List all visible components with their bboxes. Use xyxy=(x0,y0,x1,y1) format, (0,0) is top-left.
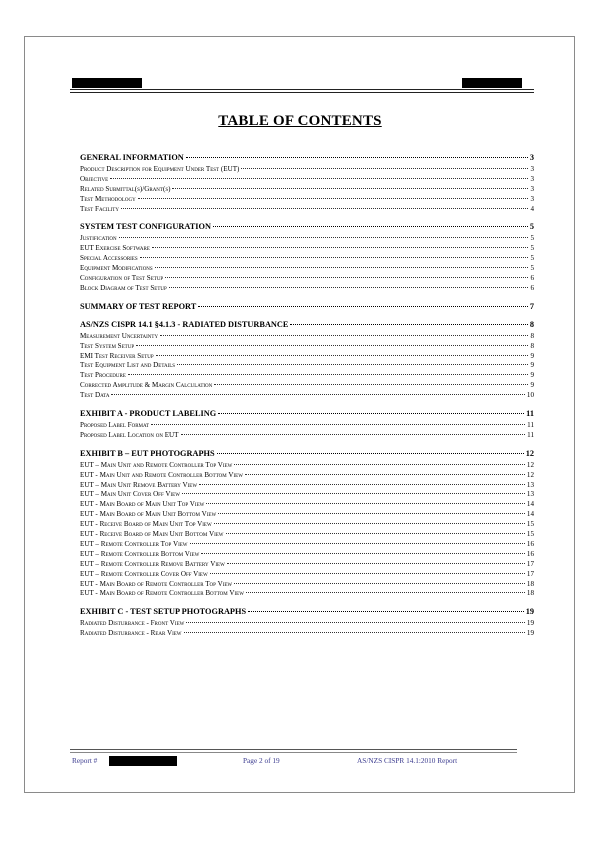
toc-entry-page: 13 xyxy=(526,480,534,489)
toc-section-heading-page: 5 xyxy=(529,222,534,232)
toc-section-heading-label: AS/NZS CISPR 14.1 §4.1.3 - RADIATED DISTURBANCE xyxy=(80,319,289,329)
toc-entry-page: 19 xyxy=(526,629,534,638)
dot-leader xyxy=(290,324,527,325)
toc-entry-page: 13 xyxy=(526,490,534,499)
toc-section xyxy=(80,221,534,293)
toc-entry-label: Special Accessories xyxy=(80,254,138,263)
toc-entry[interactable] xyxy=(80,560,534,570)
toc-entry[interactable] xyxy=(80,371,534,381)
toc-entry[interactable] xyxy=(80,342,534,352)
dot-leader xyxy=(110,178,528,179)
footer-standard: AS/NZS CISPR 14.1:2010 Report xyxy=(357,756,458,765)
toc-entry-label: EUT - Main Board of Main Unit Bottom View xyxy=(80,510,217,519)
toc-section-heading-label: SUMMARY OF TEST REPORT xyxy=(80,301,197,311)
toc-entry-page: 9 xyxy=(530,351,534,360)
dot-leader xyxy=(226,533,525,534)
toc-entry[interactable] xyxy=(80,254,534,264)
dot-leader xyxy=(172,188,528,189)
toc-entry-page: 11 xyxy=(527,430,534,439)
toc-entry-label: Test Procedure xyxy=(80,371,126,380)
toc-entry-label: Block Diagram of Test Setup xyxy=(80,283,167,292)
toc-entry-label: EUT – Remote Controller Cover Off View xyxy=(80,569,208,578)
toc-section xyxy=(80,319,534,401)
dot-leader xyxy=(246,592,525,593)
toc-entry[interactable] xyxy=(80,540,534,550)
dot-leader xyxy=(156,355,529,356)
toc-entry-page: 4 xyxy=(530,204,534,213)
toc-entry-label: Objective xyxy=(80,174,109,183)
toc-section-heading[interactable] xyxy=(80,606,534,617)
toc-entry-label: Justification xyxy=(80,234,117,243)
toc-entry-label: EUT – Remote Controller Remove Battery View xyxy=(80,559,225,568)
dot-leader xyxy=(206,503,525,504)
toc-entry-page: 5 xyxy=(530,264,534,273)
toc-entry[interactable] xyxy=(80,381,534,391)
footer-report-label: Report # xyxy=(72,756,98,765)
toc-entry-label: EUT – Main Unit Cover Off View xyxy=(80,490,180,499)
toc-entry-label: Configuration of Test Setup xyxy=(80,274,164,283)
toc-section-heading-page: 3 xyxy=(529,153,534,162)
toc-entry-label: EUT - Main Board of Remote Controller Bottom View xyxy=(80,589,244,598)
toc-entry[interactable] xyxy=(80,421,534,431)
dot-leader xyxy=(218,413,524,414)
toc-entry[interactable] xyxy=(80,520,534,530)
dot-leader xyxy=(177,364,528,365)
toc-entry-label: EUT – Remote Controller Top View xyxy=(80,539,188,548)
dot-leader xyxy=(217,453,524,454)
toc-entry-label: EUT – Main Unit Remove Battery View xyxy=(80,480,198,489)
toc-entry-page: 8 xyxy=(530,341,534,350)
toc-section-heading-page: 19 xyxy=(525,607,534,617)
toc-entry[interactable] xyxy=(80,175,534,185)
toc-entry-page: 11 xyxy=(527,421,534,430)
toc-section-heading[interactable] xyxy=(80,319,534,330)
dot-leader xyxy=(140,257,529,258)
toc-entry-label: Proposed Label Location on EUT xyxy=(80,430,179,439)
page-title: TABLE OF CONTENTS xyxy=(218,113,382,129)
toc-entry-page: 17 xyxy=(526,559,534,568)
toc-section-heading-page: 7 xyxy=(529,301,534,311)
dot-leader xyxy=(186,157,528,158)
toc-section-heading-page: 11 xyxy=(526,409,534,419)
toc-entry[interactable] xyxy=(80,284,534,294)
dot-leader xyxy=(214,523,525,524)
toc-section xyxy=(80,448,534,599)
toc-entry-page: 9 xyxy=(530,361,534,370)
dot-leader xyxy=(210,573,525,574)
dot-leader xyxy=(184,632,525,633)
toc-entry[interactable] xyxy=(80,471,534,481)
toc-section-heading-label: EXHIBIT C - TEST SETUP PHOTOGRAPHS xyxy=(80,607,247,617)
toc-entry[interactable] xyxy=(80,264,534,274)
dot-leader xyxy=(119,237,529,238)
toc-entry-page: 3 xyxy=(530,165,534,173)
toc-entry[interactable] xyxy=(80,391,534,401)
dot-leader xyxy=(199,484,525,485)
header-rule xyxy=(70,89,534,90)
toc-entry[interactable] xyxy=(80,619,534,629)
toc-entry-page: 9 xyxy=(530,371,534,380)
toc-entry-page: 5 xyxy=(530,234,534,243)
dot-leader xyxy=(181,434,526,435)
dot-leader xyxy=(111,394,524,395)
toc-entry-page: 18 xyxy=(526,589,534,598)
toc-entry-label: Test Equipment List and Details xyxy=(80,361,176,370)
toc-entry-label: Radiated Disturbance - Rear View xyxy=(80,629,182,638)
dot-leader xyxy=(155,267,529,268)
toc-entry-label: Test Data xyxy=(80,391,110,400)
toc-entry-page: 3 xyxy=(530,184,534,193)
dot-leader xyxy=(218,513,525,514)
dot-leader xyxy=(227,563,525,564)
toc-entry-page: 5 xyxy=(530,244,534,253)
toc-entry-label: EUT – Main Unit and Remote Controller Top View xyxy=(80,460,233,469)
toc-entry[interactable] xyxy=(80,352,534,362)
dot-leader xyxy=(121,208,529,209)
dot-leader xyxy=(182,493,525,494)
dot-leader xyxy=(138,198,529,199)
toc-section-heading[interactable] xyxy=(80,221,534,232)
toc-section xyxy=(80,301,534,312)
toc-section xyxy=(80,408,534,441)
dot-leader xyxy=(136,345,528,346)
toc-entry-page: 14 xyxy=(526,510,534,519)
dot-leader xyxy=(151,424,525,425)
toc-entry-page: 15 xyxy=(526,530,534,539)
toc-entry-label: EUT Exercise Software xyxy=(80,244,150,253)
dot-leader xyxy=(245,474,525,475)
dot-leader xyxy=(234,583,525,584)
dot-leader xyxy=(169,287,529,288)
toc-entry[interactable] xyxy=(80,490,534,500)
toc-entry-page: 12 xyxy=(526,460,534,469)
toc-entry-label: Related Submittal(s)/Grant(s) xyxy=(80,184,171,193)
header-rule-thin xyxy=(70,92,534,93)
toc-entry[interactable] xyxy=(80,570,534,580)
toc-entry-page: 18 xyxy=(526,579,534,588)
toc-entry-page: 16 xyxy=(526,539,534,548)
toc-entry-page: 10 xyxy=(526,391,534,400)
toc-entry-label: Test Methodology xyxy=(80,194,136,203)
toc-section-heading-label: EXHIBIT B – EUT PHOTOGRAPHS xyxy=(80,448,215,458)
toc-entry-label: Test Facility xyxy=(80,204,119,213)
dot-leader xyxy=(198,306,528,307)
header-redaction-left xyxy=(72,78,142,88)
toc-entry-label: EMI Test Receiver Setup xyxy=(80,351,154,360)
toc-section-heading-label: GENERAL INFORMATION xyxy=(80,153,184,162)
footer-redaction xyxy=(109,756,177,766)
toc-section-heading-page: 8 xyxy=(529,319,534,329)
toc-entry[interactable] xyxy=(80,481,534,491)
toc-entry-label: Proposed Label Format xyxy=(80,421,150,430)
toc-entry-page: 9 xyxy=(530,381,534,390)
toc-entry-page: 19 xyxy=(526,619,534,628)
toc-entry[interactable] xyxy=(80,550,534,560)
toc-section-heading-label: EXHIBIT A - PRODUCT LABELING xyxy=(80,409,217,419)
table-of-contents xyxy=(80,152,534,639)
footer-rule xyxy=(70,749,517,750)
toc-entry[interactable] xyxy=(80,589,534,599)
toc-entry-label: EUT – Remote Controller Bottom View xyxy=(80,549,200,558)
toc-entry-page: 6 xyxy=(530,283,534,292)
toc-entry[interactable] xyxy=(80,500,534,510)
dot-leader xyxy=(186,622,525,623)
footer-rule-thin xyxy=(70,752,517,753)
dot-leader xyxy=(214,384,528,385)
toc-entry[interactable] xyxy=(80,580,534,590)
dot-leader xyxy=(241,168,528,169)
toc-entry[interactable] xyxy=(80,629,534,639)
toc-section-heading[interactable] xyxy=(80,152,534,163)
toc-entry[interactable] xyxy=(80,431,534,441)
dot-leader xyxy=(165,277,528,278)
toc-entry[interactable] xyxy=(80,274,534,284)
toc-entry-label: Measurement Uncertainty xyxy=(80,331,159,340)
dot-leader xyxy=(213,226,528,227)
dot-leader xyxy=(128,374,529,375)
toc-entry-page: 12 xyxy=(526,470,534,479)
toc-entry-page: 16 xyxy=(526,549,534,558)
toc-entry[interactable] xyxy=(80,332,534,342)
toc-entry-page: 6 xyxy=(530,274,534,283)
toc-entry[interactable] xyxy=(80,195,534,205)
toc-entry[interactable] xyxy=(80,510,534,520)
toc-entry-label: Product Description for Equipment Under Test (EUT) xyxy=(80,165,240,173)
toc-entry-label: EUT - Main Board of Remote Controller Top View xyxy=(80,579,233,588)
toc-section-heading[interactable] xyxy=(80,408,534,419)
toc-entry-label: Equipment Modifications xyxy=(80,264,153,273)
toc-entry[interactable] xyxy=(80,361,534,371)
toc-entry-page: 3 xyxy=(530,174,534,183)
toc-entry-label: EUT - Main Unit and Remote Controller Bottom View xyxy=(80,470,243,479)
toc-section-heading-page: 12 xyxy=(525,448,534,458)
toc-entry-label: EUT - Main Board of Main Unit Top View xyxy=(80,500,205,509)
toc-entry-page: 14 xyxy=(526,500,534,509)
toc-section-heading-label: SYSTEM TEST CONFIGURATION xyxy=(80,222,211,232)
dot-leader xyxy=(190,543,525,544)
toc-entry[interactable] xyxy=(80,244,534,254)
dot-leader xyxy=(160,335,528,336)
toc-entry-label: Radiated Disturbance - Front View xyxy=(80,619,185,628)
toc-entry-page: 15 xyxy=(526,520,534,529)
toc-entry-page: 3 xyxy=(530,194,534,203)
toc-entry-page: 5 xyxy=(530,254,534,263)
header-redaction-right xyxy=(462,78,522,88)
dot-leader xyxy=(248,611,524,612)
toc-entry[interactable] xyxy=(80,185,534,195)
toc-section-heading[interactable] xyxy=(80,301,534,312)
dot-leader xyxy=(201,553,525,554)
toc-entry-page: 17 xyxy=(526,569,534,578)
toc-entry-label: Corrected Amplitude & Margin Calculation xyxy=(80,381,213,390)
dot-leader xyxy=(234,464,525,465)
toc-entry[interactable] xyxy=(80,234,534,244)
toc-section xyxy=(80,606,534,639)
toc-entry[interactable] xyxy=(80,165,534,175)
toc-entry[interactable] xyxy=(80,205,534,215)
toc-entry-page: 8 xyxy=(530,331,534,340)
toc-entry[interactable] xyxy=(80,461,534,471)
toc-entry-label: EUT - Receive Board of Main Unit Top View xyxy=(80,520,212,529)
toc-entry[interactable] xyxy=(80,530,534,540)
toc-entry-label: Test System Setup xyxy=(80,341,135,350)
footer-page-number: Page 2 of 19 xyxy=(243,756,280,765)
toc-section xyxy=(80,152,534,214)
toc-section-heading[interactable] xyxy=(80,448,534,459)
toc-entry-label: EUT - Receive Board of Main Unit Bottom View xyxy=(80,530,224,539)
dot-leader xyxy=(152,247,529,248)
